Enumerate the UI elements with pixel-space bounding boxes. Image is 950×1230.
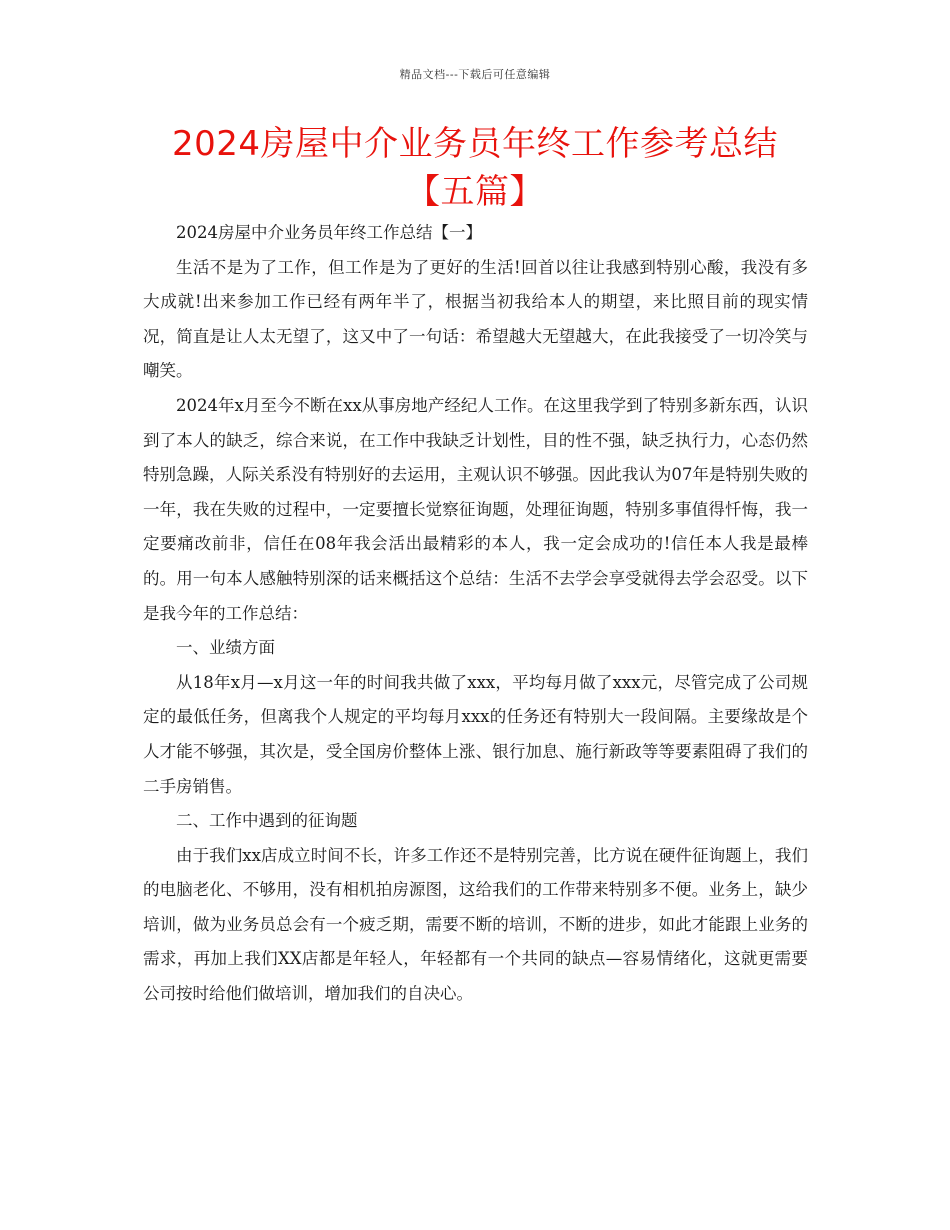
paragraph: 生活不是为了工作，但工作是为了更好的生活!回首以往让我感到特别心酸，我没有多大成就!出来参加工作已经有两年半了，根据当初我给本人的期望，来比照目前的现实情况，简直是让人太无望了，这又中了一句话：希望越大无望越大，在此我接受了一切冷笑与嘲笑。 — [143, 257, 808, 381]
paragraph: 由于我们xx店成立时间不长，许多工作还不是特别完善，比方说在硬件征询题上，我们的电脑老化、不够用，没有相机拍房源图，这给我们的工作带来特别多不便。业务上，缺少培训，做为业务员总会有一个疲乏期，需要不断的培训，不断的进步，如此才能跟上业务的需求，再加上我们XX店都是年轻人，年轻都有一个共同的缺点—容易情绪化，这就更需要公司按时给他们做培训，增加我们的自决心。 — [143, 845, 808, 1004]
section-heading: 2024房屋中介业务员年终工作总结【一】 — [176, 223, 482, 242]
document-body — [143, 216, 808, 1012]
paragraph: 从18年x月—x月这一年的时间我共做了xxx，平均每月做了xxx元，尽管完成了公司规定的最低任务，但离我个人规定的平均每月xxx的任务还有特别大一段间隔。主要缘故是个人才能不够强，其次是，受全国房价整体上涨、银行加息、施行新政等等要素阻碍了我们的二手房销售。 — [143, 672, 808, 796]
header-note: 精品文档---下载后可任意编辑 — [399, 68, 551, 81]
paragraph: 2024年x月至今不断在xx从事房地产经纪人工作。在这里我学到了特别多新东西，认识到了本人的缺乏，综合来说，在工作中我缺乏计划性，目的性不强，缺乏执行力，心态仍然特别急躁，人际关系没有特别好的去运用，主观认识不够强。因此我认为07年是特别失败的一年，我在失败的过程中，一定要擅长觉察征询题，处理征询题，特别多事值得忏悔，我一定要痛改前非，信任在08年我会活出最精彩的本人，我一定会成功的!信任本人我是最棒的。用一句本人感触特别深的话来概括这个总结：生活不去学会享受就得去学会忍受。以下是我今年的工作总结： — [143, 395, 808, 623]
document-title: 2024房屋中介业务员年终工作参考总结【五篇】 — [171, 124, 779, 212]
section-heading: 二、工作中遇到的征询题 — [176, 811, 358, 831]
section-heading: 一、业绩方面 — [176, 638, 275, 658]
